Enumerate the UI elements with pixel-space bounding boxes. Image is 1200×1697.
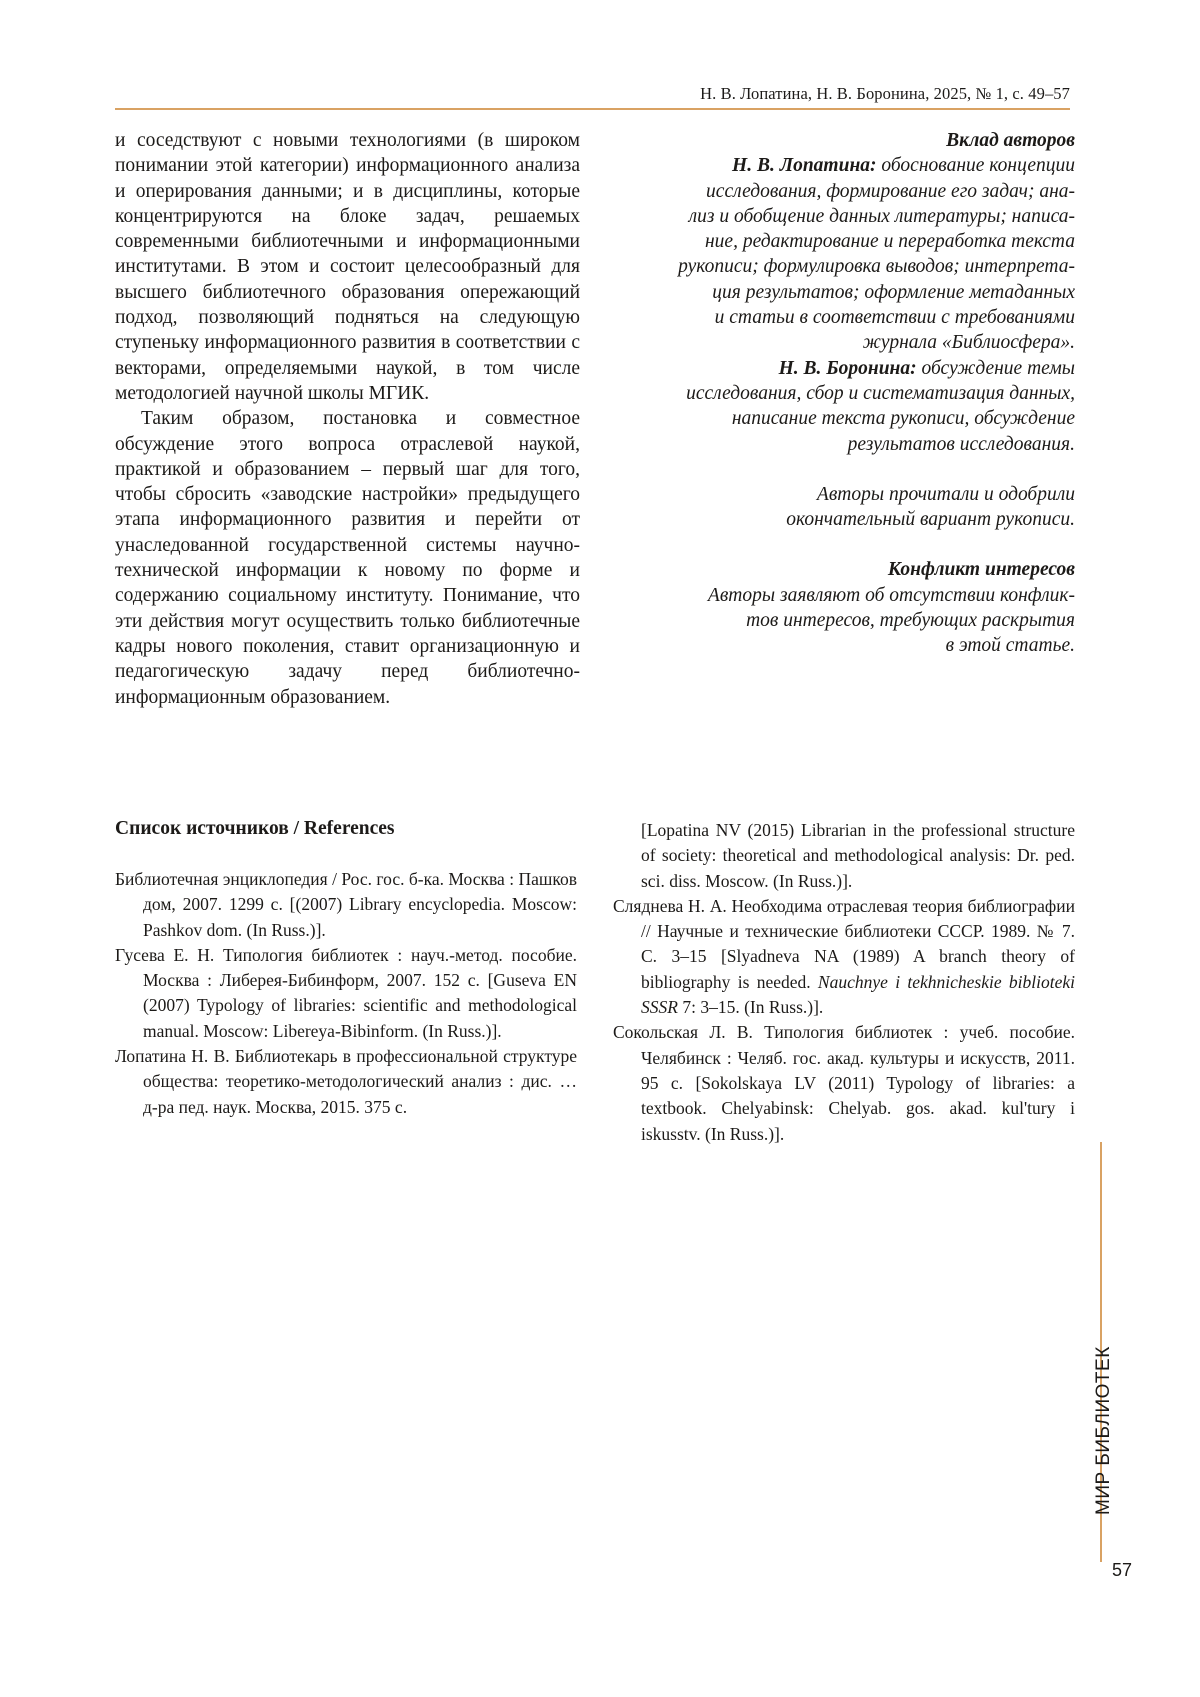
reference-item: Лопатина Н. В. Библиотекарь в профессиональной структуре общества: теоретико-методологический анализ : дис. … д-ра пед. наук. Москва, 2015. 375 с. <box>115 1044 577 1120</box>
contributions-column <box>615 128 1075 684</box>
author-1-line: журнала «Библиосфера». <box>615 330 1075 355</box>
reference-item <box>613 894 1075 1020</box>
author-1-line: обоснование концепции <box>881 155 1075 176</box>
approval-line: Авторы прочитали и одобрили <box>615 482 1075 507</box>
reference-item: Библиотечная энциклопедия / Рос. гос. б-ка. Москва : Пашков дом, 2007. 1299 с. [(2007) Library encyclopedia. Moscow: Pashkov dom. (In Russ.)]. <box>115 867 577 943</box>
author-1-name: Н. В. Лопатина: <box>732 155 876 176</box>
author-2-line: написание текста рукописи, обсуждение <box>615 406 1075 431</box>
author-2-name: Н. В. Боронина: <box>779 358 917 379</box>
author-1-line: исследования, формирование его задач; ана- <box>615 179 1075 204</box>
journal-title: МИР БИБЛИОТЕК <box>1093 1346 1115 1515</box>
author-2-line: результатов исследования. <box>615 432 1075 457</box>
reference-item-continued: [Lopatina NV (2015) Librarian in the professional structure of society: theoretical and methodological analysis: Dr. ped. sci. diss. Moscow. (In Russ.)]. <box>613 818 1075 894</box>
conflict-heading: Конфликт интересов <box>615 557 1075 582</box>
author-1-line: и статьи в соответствии с требованиями <box>615 305 1075 330</box>
references-title: Список источников / References <box>115 818 395 840</box>
author-contributions <box>615 128 1075 457</box>
author-1-line: лиз и обобщение данных литературы; написа- <box>615 204 1075 229</box>
conflict-line: в этой статье. <box>615 633 1075 658</box>
references-list-right <box>613 818 1075 1147</box>
author-1-line: ние, редактирование и переработка текста <box>615 229 1075 254</box>
running-head: Н. В. Лопатина, Н. В. Боронина, 2025, № 1, с. 49–57 <box>115 84 1070 104</box>
author-1-line: ция результатов; оформление метаданных <box>615 280 1075 305</box>
reference-item: Сокольская Л. В. Типология библиотек : учеб. пособие. Челябинск : Челяб. гос. акад. культуры и искусств, 2011. 95 с. [Sokolskaya LV (2011) Typology of libraries: a textbook. Chelyabinsk: Chelyab. gos. akad. kul'tury i iskusstv. (In Russ.)]. <box>613 1020 1075 1146</box>
author-1-line: рукописи; формулировка выводов; интерпрета- <box>615 254 1075 279</box>
header-rule <box>115 108 1070 110</box>
body-paragraph-1: и соседствуют с новыми технологиями (в широком понимании этой категории) информационного анализа и оперирования данными; и в дисциплины, которые концентрируются на блоке задач, решаемых современными библиотечными и информационными институтами. В этом и состоит целесообразный для высшего библиотечного образования опережающий подход, позволяющий подняться на следующую ступеньку информационного развития в соответствии с векторами, определяемыми наукой, в том числе методологией научной школы МГИК. <box>115 128 580 406</box>
approval-statement <box>615 482 1075 533</box>
conflict-line: Авторы заявляют об отсутствии конфлик- <box>615 583 1075 608</box>
conflict-of-interest <box>615 557 1075 658</box>
author-2-line: обсуждение темы <box>922 358 1076 379</box>
reference-text: 7: 3–15. (In Russ.)]. <box>682 997 823 1017</box>
reference-item: Гусева Е. Н. Типология библиотек : науч.-метод. пособие. Москва : Либерея-Бибинформ, 2007. 152 с. [Guseva EN (2007) Typology of libraries: scientific and methodological manual. Moscow: Libereya-Bibinform. (In Russ.)]. <box>115 943 577 1044</box>
page-number: 57 <box>1112 1560 1132 1581</box>
approval-line: окончательный вариант рукописи. <box>615 507 1075 532</box>
main-text-column <box>115 128 580 710</box>
reference-text: Сляднева Н. А. Необходима отраслевая теория библиографии // Научные и технические библиотеки СССР. 1989. № 7. С. 3–15 [Slyadneva NA (1989) A branch theory of bibliography is needed. <box>613 896 1075 992</box>
contributions-heading: Вклад авторов <box>615 128 1075 153</box>
references-list-left <box>115 867 577 1120</box>
conflict-line: тов интересов, требующих раскрытия <box>615 608 1075 633</box>
body-paragraph-2: Таким образом, постановка и совместное обсуждение этого вопроса отраслевой наукой, практикой и образованием – первый шаг для того, чтобы сбросить «заводские настройки» предыдущего этапа информационного развития и перейти от унаследованной государственной системы научно-технической информации к новому по форме и содержанию социальному институту. Понимание, что эти действия могут осуществить только библиотечные кадры нового поколения, ставит организационную и педагогическую задачу перед библиотечно-информационным образованием. <box>115 406 580 710</box>
author-2-line: исследования, сбор и систематизация данных, <box>615 381 1075 406</box>
reference-journal: Nauchnye i tekhnicheskie biblioteki SSSR <box>641 972 1075 1017</box>
